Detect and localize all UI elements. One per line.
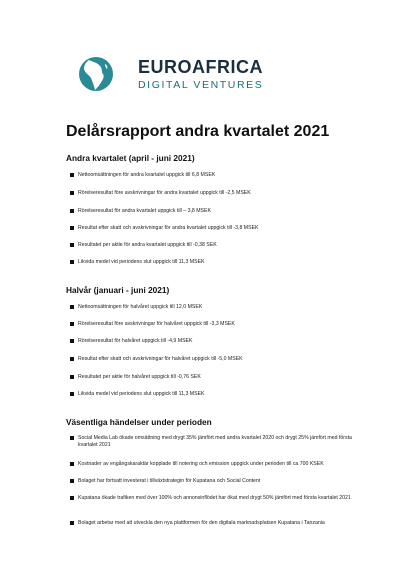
bullet-icon [70,243,74,247]
list-item: Likvida medel vid periodens slut uppgick till 11,3 MSEK [70,391,370,398]
list-item: Resultat efter skatt och avskrivningar för andra kvartalet uppgick till -3,8 MSEK [70,225,370,232]
list-item: Rörelseresultat före avskrivningar för andra kvartalet uppgick till -2,5 MSEK [70,190,370,197]
bullet-icon [70,462,74,466]
bullet-icon [70,226,74,230]
bullet-icon [70,209,74,213]
list-item: Bolaget arbetar med att utveckla den nya plattformen för den digitala marknadsplatsen Kupatana i Tanzania [70,520,370,527]
section-heading-q2: Andra kvartalet (april - juni 2021) [66,153,195,163]
logo-tagline: DIGITAL VENTURES [138,79,264,91]
bullet-icon [70,521,74,525]
list-item: Nettoomsättningen för andra kvartalet uppgick till 6,8 MSEK [70,172,370,179]
list-item: Likvida medel vid periodens slut uppgick till 11,3 MSEK [70,259,370,266]
section-heading-events: Väsentliga händelser under perioden [66,417,212,427]
bullet-icon [70,375,74,379]
list-item: Resultatet per aktie för halvåret uppgick till -0,76 SEK [70,374,370,381]
bullet-icon [70,322,74,326]
section-heading-halvar: Halvår (januari - juni 2021) [66,285,170,295]
list-item: Rörelseresultat för andra kvartalet uppgick till – 3,8 MSEK [70,208,370,215]
bullet-icon [70,436,74,440]
bullet-icon [70,357,74,361]
bullet-icon [70,479,74,483]
list-item: Kostnader av engångskaraktär kopplade till notering och emission uppgick under perioden till ca 700 KSEK [70,461,370,468]
bullet-icon [70,173,74,177]
list-item: Kupatana ökade trafiken med över 100% och annonsinflödet har ökat med drygt 50% jämfört med första kvartalet 2021 [70,495,370,502]
list-item: Rörelseresultat före avskrivningar för halvåret uppgick till -3,3 MSEK [70,321,370,328]
list-item: Resultat efter skatt och avskrivningar för halvåret uppgick till -5,0 MSEK [70,356,370,363]
list-item: Resultatet per aktie för andra kvartalet uppgick till -0,38 SEK [70,242,370,249]
report-title: Delårsrapport andra kvartalet 2021 [66,123,330,140]
bullet-icon [70,191,74,195]
bullet-icon [70,339,74,343]
list-item: Social Media Lab ökade omsättning med drygt 35% jämfört med andra kvartalet 2020 och drygt 25% jämfört med första kvartalet 2021 [70,435,370,449]
list-item: Nettoomsättningen för halvåret uppgick till 12,0 MSEK [70,304,370,311]
globe-icon [79,57,113,91]
list-item: Rörelseresultat för halvåret uppgick till -4,9 MSEK [70,338,370,345]
bullet-icon [70,305,74,309]
bullet-icon [70,392,74,396]
logo-name: EUROAFRICA [138,57,263,77]
list-item: Bolaget har fortsatt investerat i tillväxtstrategin för Kupatana och Social Content [70,478,370,485]
bullet-icon [70,496,74,500]
bullet-icon [70,260,74,264]
